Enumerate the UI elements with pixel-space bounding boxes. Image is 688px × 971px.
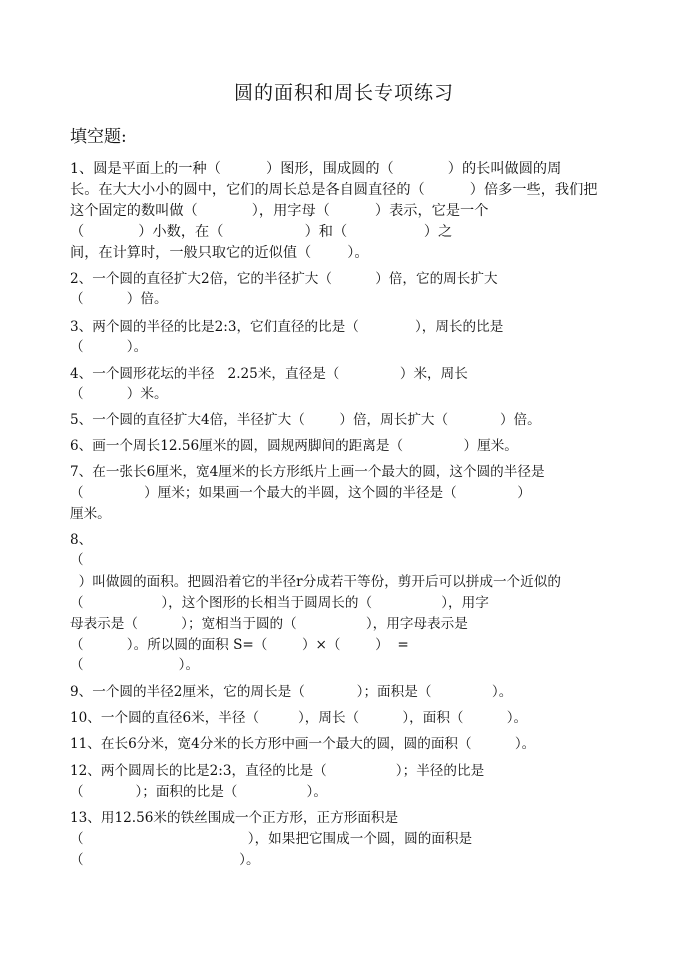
question-8-line-7: （ ）。 [70, 657, 200, 673]
question-1-line-4: （ ）小数，在（ ）和（ ）之 [70, 224, 453, 240]
page-title: 圆的面积和周长专项练习 [233, 82, 454, 104]
question-2-line-1: 2、一个圆的直径扩大2倍，它的半径扩大（ ）倍，它的周长扩大 [70, 271, 498, 287]
question-8-line-1: 8、 [70, 532, 93, 548]
question-2-line-2: （ ）倍。 [70, 291, 168, 307]
question-6-line-1: 6、画一个周长12.56厘米的圆，圆规两脚间的距离是（ ）厘米。 [70, 438, 518, 454]
question-8-line-4: （ ），这个图形的长相当于圆周长的（ ），用字 [70, 595, 489, 611]
question-1-line-2: 长。在大大小小的圆中，它们的周长总是各自圆直径的（ ）倍多一些，我们把 [70, 182, 598, 198]
question-4-line-2: （ ）米。 [70, 386, 168, 402]
question-3-line-1: 3、两个圆的半径的比是2:3，它们直径的比是（ ），周长的比是 [70, 319, 504, 335]
question-13-line-2: （ ），如果把它围成一个圆，圆的面积是 [70, 831, 473, 847]
question-3-line-2: （ ）。 [70, 339, 148, 355]
question-12-line-2: （ ）；面积的比是（ ）。 [70, 784, 327, 800]
question-11-line-1: 11、在长6分米，宽4分米的长方形中画一个最大的圆，圆的面积（ ）。 [70, 736, 536, 752]
question-5-line-1: 5、一个圆的直径扩大4倍，半径扩大（ ）倍，周长扩大（ ）倍。 [70, 412, 541, 428]
question-8-line-2: （ [70, 552, 84, 568]
question-13-line-3: （ ）。 [70, 852, 260, 868]
question-7-line-3: 厘米。 [70, 506, 111, 522]
question-7-line-1: 7、在一张长6厘米，宽4厘米的长方形纸片上画一个最大的圆，这个圆的半径是 [70, 464, 545, 480]
question-8-line-6: （ ）。所以圆的面积 S=（ ）×（ ） = [70, 637, 409, 653]
question-4-line-1: 4、一个圆形花坛的半径 2.25米，直径是（ ）米，周长 [70, 366, 468, 382]
question-13-line-1: 13、用12.56米的铁丝围成一个正方形，正方形面积是 [70, 810, 399, 826]
question-9-line-1: 9、一个圆的半径2厘米，它的周长是（ ）；面积是（ ）。 [70, 684, 513, 700]
question-10-line-1: 10、一个圆的直径6米，半径（ ），周长（ ），面积（ ）。 [70, 710, 528, 726]
question-1-line-1: 1、圆是平面上的一种（ ）图形，围成圆的（ ）的长叫做圆的周 [70, 161, 562, 177]
question-1-line-3: 这个固定的数叫做（ ），用字母（ ）表示，它是一个 [70, 203, 489, 219]
question-8-line-3: ）叫做圆的面积。把圆沿着它的半径r分成若干等份，剪开后可以拼成一个近似的 [70, 574, 561, 590]
section-heading: 填空题: [70, 127, 127, 147]
question-1-line-5: 间，在计算时，一般只取它的近似值（ ）。 [70, 245, 369, 261]
question-8-line-5: 母表示是（ ）；宽相当于圆的（ ），用字母表示是 [70, 616, 468, 632]
question-12-line-1: 12、两个圆周长的比是2:3，直径的比是（ ）；半径的比是 [70, 763, 485, 779]
question-7-line-2: （ ）厘米；如果画一个最大的半圆，这个圆的半径是（ ） [70, 485, 531, 501]
